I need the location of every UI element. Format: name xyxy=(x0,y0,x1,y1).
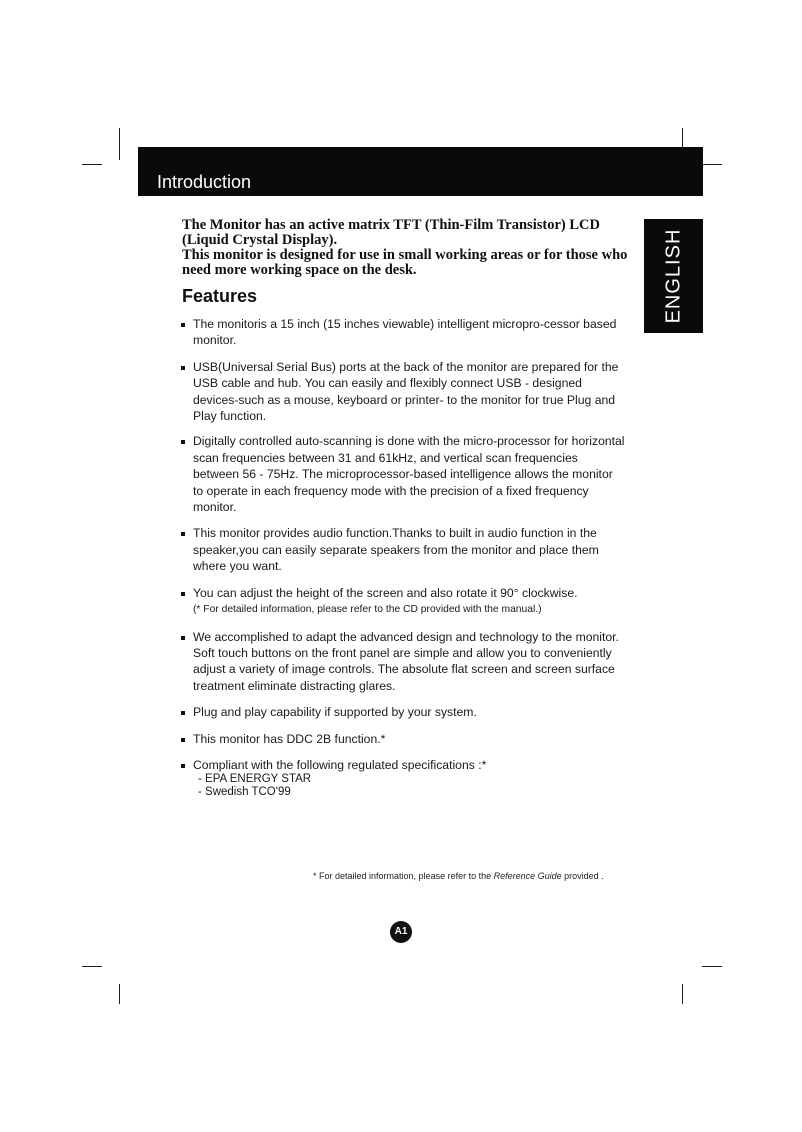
crop-mark xyxy=(82,164,102,165)
crop-mark xyxy=(702,966,722,967)
feature-item xyxy=(178,433,623,515)
feature-item xyxy=(178,359,623,425)
feature-list xyxy=(178,316,623,798)
feature-item xyxy=(178,704,623,720)
feature-line: USB(Universal Serial Bus) ports at the back of the monitor are prepared for the xyxy=(193,359,619,374)
footnote-prefix: * For detailed information, please refer to the xyxy=(313,871,494,881)
crop-mark xyxy=(82,966,102,967)
page-number-badge: A1 xyxy=(390,921,412,943)
crop-mark xyxy=(682,984,683,1004)
feature-line: Digitally controlled auto-scanning is done with the micro-processor for horizontal xyxy=(193,434,625,449)
feature-line: This monitor provides audio function.Thanks to built in audio function in the xyxy=(193,526,597,541)
feature-line: You can adjust the height of the screen and also rotate it 90° clockwise. xyxy=(193,585,578,600)
intro-paragraph: This monitor is designed for use in small working areas or for those who need more working space on the desk. xyxy=(182,247,628,278)
feature-line: Play function. xyxy=(193,409,267,424)
feature-item xyxy=(178,316,623,349)
feature-line: USB cable and hub. You can easily and flexibly connect USB - designed xyxy=(193,376,582,391)
feature-line: devices-such as a mouse, keyboard or printer- to the monitor for true Plug and xyxy=(193,392,616,407)
feature-item xyxy=(178,757,623,798)
square-bullet-icon xyxy=(181,440,185,444)
square-bullet-icon xyxy=(181,323,185,327)
crop-mark xyxy=(702,164,722,165)
square-bullet-icon xyxy=(181,738,185,742)
feature-item xyxy=(178,585,623,619)
feature-line: treatment eliminate distracting glares. xyxy=(193,678,396,693)
square-bullet-icon xyxy=(181,366,185,370)
feature-line: Soft touch buttons on the front panel are simple and allow you to conveniently xyxy=(193,645,612,660)
footnote xyxy=(313,871,604,881)
footnote-suffix: provided . xyxy=(561,871,604,881)
feature-line: between 56 - 75Hz. The microprocessor-based intelligence allows the monitor xyxy=(193,467,613,482)
section-title: Introduction xyxy=(157,172,252,192)
spec-item: - EPA ENERGY STAR xyxy=(198,773,312,786)
language-tab-label: ENGLISH xyxy=(662,228,684,324)
feature-line: scan frequencies between 31 and 61kHz, and vertical scan frequencies xyxy=(193,450,578,465)
features-heading: Features xyxy=(182,286,258,306)
square-bullet-icon xyxy=(181,764,185,768)
square-bullet-icon xyxy=(181,711,185,715)
feature-line: monitor. xyxy=(193,333,237,348)
feature-line: This monitor has DDC 2B function.* xyxy=(193,731,386,746)
feature-item xyxy=(178,731,623,747)
square-bullet-icon xyxy=(181,532,185,536)
spec-item: - Swedish TCO'99 xyxy=(198,785,291,798)
language-tab xyxy=(644,219,703,333)
crop-mark xyxy=(119,128,120,160)
feature-line: We accomplished to adapt the advanced design and technology to the monitor. xyxy=(193,629,619,644)
feature-line: Plug and play capability if supported by your system. xyxy=(193,705,477,720)
feature-line: The monitoris a 15 inch (15 inches viewable) intelligent micropro-cessor based xyxy=(193,317,617,331)
feature-line: speaker,you can easily separate speakers from the monitor and place them xyxy=(193,542,599,557)
feature-note: (* For detailed information, please refer to the CD provided with the manual.) xyxy=(193,604,542,616)
feature-line: adjust a variety of image controls. The absolute flat screen and screen surface xyxy=(193,662,615,677)
square-bullet-icon xyxy=(181,592,185,596)
feature-line: where you want. xyxy=(193,559,282,574)
feature-line: Compliant with the following regulated specifications :* xyxy=(193,757,487,772)
feature-item xyxy=(178,525,623,574)
feature-item xyxy=(178,629,623,695)
square-bullet-icon xyxy=(181,636,185,640)
feature-line: to operate in each frequency mode with the precision of a fixed frequency xyxy=(193,483,589,498)
intro-paragraph: The Monitor has an active matrix TFT (Thin-Film Transistor) LCD (Liquid Crystal Display). xyxy=(182,217,600,248)
intro-text xyxy=(182,218,632,278)
crop-mark xyxy=(119,984,120,1004)
footnote-reference: Reference Guide xyxy=(493,871,562,881)
feature-line: monitor. xyxy=(193,500,237,515)
